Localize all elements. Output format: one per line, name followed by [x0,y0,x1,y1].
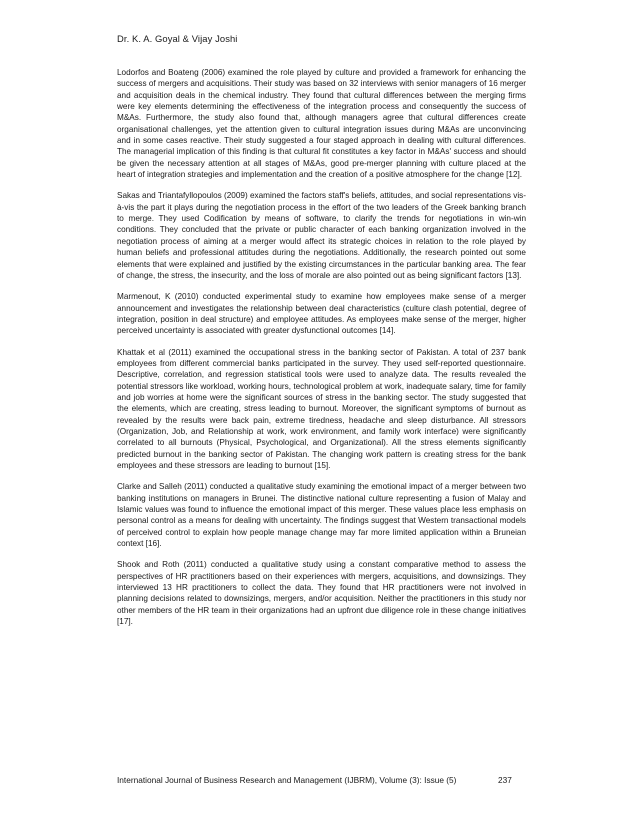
paragraph-shook-roth: Shook and Roth (2011) conducted a qualitative study using a constant comparative method to assess the perspectives of HR practitioners based on their experiences with mergers, acquisitions, and downsizings. They interviewed 13 HR practitioners to collect the data. They found that HR practitioners were not involved in planning decisions related to downsizings, mergers, and/or acquisition. Neither the practitioners in this study nor other members of the HR team in their organizations had an upfront due diligence role in these change initiatives [17]. [117,560,526,627]
paragraph-khattak: Khattak et al (2011) examined the occupational stress in the banking sector of Pakistan. A total of 237 bank employees from different commercial banks participated in the survey. They used self-reported questionnaire. Descriptive, correlation, and regression statistical tools were used to analyze data. The results revealed the potential stressors like workload, working hours, technological problem at work, inadequate salary, time for family and job worries at home were the significant sources of stress in the banking sector. The study suggested that the elements, which are creating, stress leading to burnout. Moreover, the significant symptoms of burnout as revealed by the results were back pain, extreme tiredness, headache and sleep disturbance. All stressors (Organization, Job, and Relationship at work, work environment, and family work interface) were significantly correlated to all burnouts (Physical, Psychological, and Organizational). All the stress elements significantly predicted burnout in the banking sector of Pakistan. The changing work pattern is creating stress for the bank employees and these stressors are leading to burnout [15]. [117,347,526,470]
article-body [117,67,526,637]
page-number: 237 [498,775,512,785]
paragraph-sakas-triantafyllopoulos: Sakas and Triantafyllopoulos (2009) examined the factors staff's beliefs, attitudes, and social representations vis-à-vis the part it plays during the negotiation process in the effort of the two leaders of the Greek banking branch to merge. They used Codification by means of software, to clarify the trends for negotiations in win-win conditions. They concluded that the private or public character of each banking organization involved in the negotiation process of aiming at a merger would affect its strategic choices in relation to the role played by human beliefs and professional attitudes during the negotiations. Additionally, the research pointed out some elements that were explained and justified by the existing circumstances in the particular banking area. The fear of change, the stress, the insecurity, and the loss of morale are also pointed out as being significant factors [13]. [117,191,526,280]
paragraph-clarke-salleh: Clarke and Salleh (2011) conducted a qualitative study examining the emotional impact of a merger between two banking institutions on managers in Brunei. The distinctive national culture representing a fusion of Malay and Islamic values was found to influence the emotional impact of this merger. These values place less emphasis on personal control as a means for dealing with uncertainty. The findings suggest that Western transactional models of perceived control to explain how people manage change may far more limited application within a Bruneian context [16]. [117,482,526,549]
journal-citation: International Journal of Business Research and Management (IJBRM), Volume (3): Issue (5) [117,775,457,785]
paragraph-marmenout: Marmenout, K (2010) conducted experimental study to examine how employees make sense of a merger announcement and investigates the relationship between deal characteristics (culture clash potential, degree of integration, position in deal structure) and employee attitudes. As employees make sense of the merger, higher perceived uncertainty is associated with greater dysfunctional outcomes [14]. [117,292,526,336]
paragraph-lodorfos-boateng: Lodorfos and Boateng (2006) examined the role played by culture and provided a framework for enhancing the success of mergers and acquisitions. Their study was based on 32 interviews with senior managers of 16 merger and acquisition deals in the chemical industry. They found that cultural differences between the merging firms were key elements determining the effectiveness of the integration process and consequently the success of M&As. Furthermore, the study also found that, although managers agree that cultural differences create organisational challenges, yet the attention given to cultural integration issues during M&As are unconvincing and in some cases reactive. Their study suggested a four staged approach in dealing with cultural differences. The managerial implication of this finding is that cultural fit constitutes a key factor in M&As' success and should be given the necessary attention at all stages of M&As, good pre-merger planning with culture placed at the heart of integration strategies and implementation and the creation of a positive atmosphere for the change [12]. [117,68,526,180]
running-header-authors: Dr. K. A. Goyal & Vijay Joshi [117,33,238,44]
